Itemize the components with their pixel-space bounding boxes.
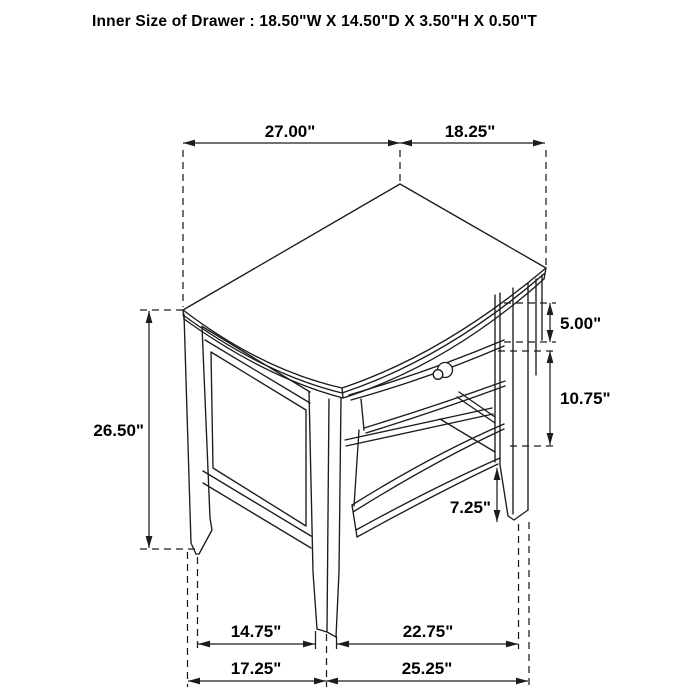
dim-label-18-25: 18.25" [444,122,496,141]
tabletop [183,184,546,398]
dim-label-14-75: 14.75" [230,622,282,641]
compartment-rails [345,392,495,506]
dim-label-17-25: 17.25" [230,659,282,678]
dim-label-27-00: 27.00" [264,122,316,141]
dimension-top-to-drawer [550,303,601,342]
nightstand-illustration [183,184,546,649]
dimension-top-back-left [183,122,400,143]
dimension-base-right-overall [326,659,528,681]
dimension-opening-height [550,351,611,445]
dim-label-7-25: 7.25" [449,498,491,517]
dimension-base-front-left [198,622,315,644]
right-leg [495,275,542,520]
dim-label-5-00: 5.00" [560,314,602,333]
dim-label-25-25: 25.25" [401,659,453,678]
dim-label-10-75: 10.75" [560,389,611,408]
dimension-base-front-right [337,622,518,644]
page-title: Inner Size of Drawer : 18.50"W X 14.50"D X 3.50"H X 0.50"T [92,13,538,30]
dimension-top-back-right [400,122,545,143]
left-leg [184,314,212,554]
lower-shelf [352,424,504,537]
dim-label-26-50: 26.50" [93,421,144,440]
center-leg [309,392,341,637]
dimension-overall-height [93,311,149,548]
dimension-base-left-overall [188,659,326,681]
dim-label-22-75: 22.75" [402,622,454,641]
